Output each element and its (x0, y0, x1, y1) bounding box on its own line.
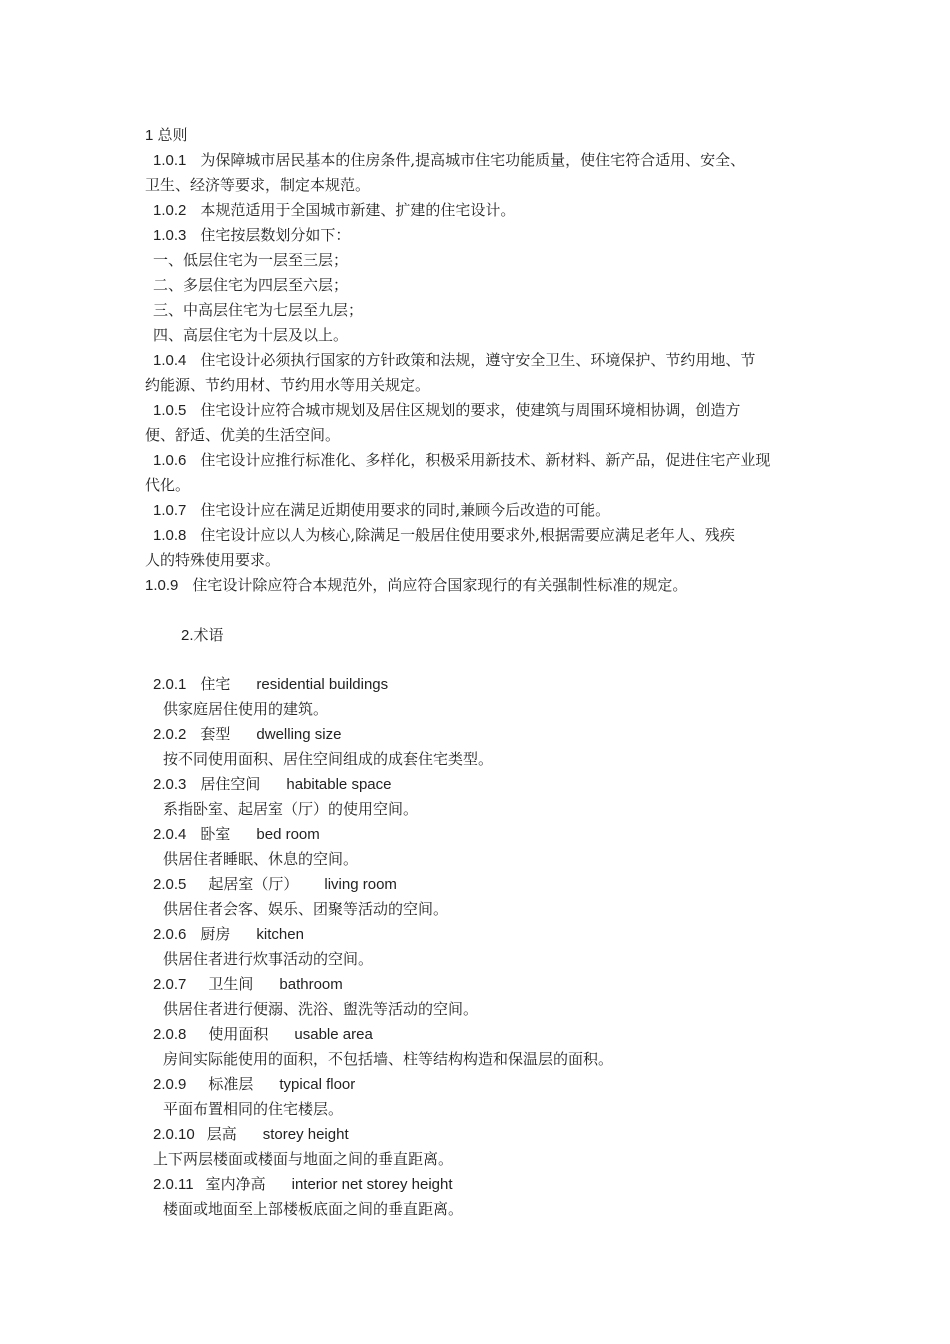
clause-1-0-2 (153, 198, 515, 223)
term-2-0-11-definition (163, 1197, 463, 1222)
clause-1-0-8-cont (145, 548, 280, 573)
term-english: storey height (262, 1126, 349, 1143)
clause-text: 住宅设计除应符合本规范外，尚应符合国家现行的有关强制性标准的规定。 (192, 576, 688, 594)
term-chinese: 起居室（厅） (208, 875, 299, 893)
term-2-0-5-definition (163, 897, 448, 922)
clause-text: 便、舒适、优美的生活空间。 (145, 426, 341, 444)
clause-number: 1.0.7 (153, 502, 187, 519)
term-english: interior net storey height (291, 1176, 453, 1193)
clause-text: 卫生、经济等要求，制定本规范。 (145, 176, 371, 194)
term-definition: 供居住者进行炊事活动的空间。 (163, 950, 374, 968)
chapter2-title-text: 2.术语 (181, 627, 224, 644)
term-2-0-9-definition (163, 1097, 343, 1122)
term-number: 2.0.9 (153, 1076, 187, 1093)
chapter1-title-text: 1 总则 (145, 127, 188, 144)
term-2-0-4-definition (163, 847, 358, 872)
clause-text: 住宅设计必须执行国家的方针政策和法规，遵守安全卫生、环境保护、节约用地、节 (200, 351, 756, 369)
clause-1-0-7 (153, 498, 610, 523)
clause-text: 代化。 (145, 476, 191, 494)
term-number: 2.0.2 (153, 726, 187, 743)
clause-1-0-4-cont (145, 373, 430, 398)
term-definition: 供居住者睡眠、休息的空间。 (163, 850, 359, 868)
list-item-text: 四、高层住宅为十层及以上。 (153, 326, 349, 344)
list-item-multi (153, 273, 348, 298)
term-2-0-7-definition (163, 997, 478, 1022)
term-chinese: 卫生间 (208, 975, 254, 993)
term-english: living room (324, 876, 397, 893)
clause-text: 住宅设计应符合城市规划及居住区规划的要求，使建筑与周围环境相协调，创造方 (200, 401, 741, 419)
term-number: 2.0.10 (153, 1126, 195, 1143)
term-2-0-6 (153, 922, 304, 947)
term-chinese: 居住空间 (200, 775, 261, 793)
clause-text: 住宅设计应以人为核心,除满足一般居住使用要求外,根据需要应满足老年人、残疾 (200, 526, 735, 544)
chapter2-title (181, 623, 224, 648)
term-chinese: 套型 (200, 725, 231, 743)
list-item-text: 一、低层住宅为一层至三层； (153, 251, 349, 269)
list-item-mid-high (153, 298, 363, 323)
chapter1-title (145, 123, 188, 148)
clause-text: 住宅按层数划分如下： (200, 226, 351, 244)
clause-1-0-4 (153, 348, 755, 373)
clause-number: 1.0.9 (145, 577, 179, 594)
term-definition: 供居住者会客、娱乐、团聚等活动的空间。 (163, 900, 449, 918)
clause-1-0-1-cont (145, 173, 370, 198)
term-2-0-10 (153, 1122, 349, 1147)
term-number: 2.0.7 (153, 976, 187, 993)
term-2-0-9 (153, 1072, 355, 1097)
term-english: usable area (294, 1026, 373, 1043)
term-2-0-3 (153, 772, 391, 797)
term-definition: 供居住者进行便溺、洗浴、盥洗等活动的空间。 (163, 1000, 479, 1018)
term-2-0-3-definition (163, 797, 418, 822)
clause-number: 1.0.5 (153, 402, 187, 419)
term-definition: 楼面或地面至上部楼板底面之间的垂直距离。 (163, 1200, 464, 1218)
term-number: 2.0.11 (153, 1176, 194, 1193)
term-number: 2.0.1 (153, 676, 187, 693)
term-2-0-2-definition (163, 747, 493, 772)
clause-1-0-5 (153, 398, 740, 423)
term-number: 2.0.3 (153, 776, 187, 793)
clause-text: 住宅设计应在满足近期使用要求的同时,兼顾今后改造的可能。 (200, 501, 611, 519)
term-definition: 平面布置相同的住宅楼层。 (163, 1100, 344, 1118)
clause-1-0-6 (153, 448, 770, 473)
term-2-0-6-definition (163, 947, 373, 972)
list-item-text: 二、多层住宅为四层至六层； (153, 276, 349, 294)
term-2-0-8-definition (163, 1047, 613, 1072)
term-chinese: 室内净高 (205, 1175, 266, 1193)
term-english: dwelling size (256, 726, 342, 743)
term-2-0-8 (153, 1022, 373, 1047)
term-number: 2.0.8 (153, 1026, 187, 1043)
clause-1-0-8 (153, 523, 735, 548)
term-english: typical floor (279, 1076, 356, 1093)
term-english: bathroom (279, 976, 343, 993)
term-chinese: 住宅 (200, 675, 231, 693)
term-definition: 系指卧室、起居室（厅）的使用空间。 (163, 800, 419, 818)
term-2-0-4 (153, 822, 320, 847)
term-2-0-7 (153, 972, 343, 997)
clause-1-0-9 (145, 573, 687, 598)
clause-text: 为保障城市居民基本的住房条件,提高城市住宅功能质量，使住宅符合适用、安全、 (200, 151, 746, 169)
term-2-0-11 (153, 1172, 453, 1197)
term-definition: 房间实际能使用的面积，不包括墙、柱等结构构造和保温层的面积。 (163, 1050, 614, 1068)
term-english: bed room (256, 826, 320, 843)
term-2-0-10-definition (153, 1147, 453, 1172)
list-item-text: 三、中高层住宅为七层至九层； (153, 301, 364, 319)
term-chinese: 厨房 (200, 925, 231, 943)
clause-text: 住宅设计应推行标准化、多样化，积极采用新技术、新材料、新产品，促进住宅产业现 (200, 451, 771, 469)
term-chinese: 层高 (206, 1125, 237, 1143)
clause-number: 1.0.6 (153, 452, 187, 469)
clause-number: 1.0.4 (153, 352, 187, 369)
clause-number: 1.0.2 (153, 202, 187, 219)
term-number: 2.0.5 (153, 876, 187, 893)
clause-1-0-3 (153, 223, 350, 248)
term-definition: 供家庭居住使用的建筑。 (163, 700, 329, 718)
term-english: kitchen (256, 926, 304, 943)
term-number: 2.0.6 (153, 926, 187, 943)
clause-text: 本规范适用于全国城市新建、扩建的住宅设计。 (200, 201, 516, 219)
term-english: residential buildings (256, 676, 389, 693)
term-definition: 上下两层楼面或楼面与地面之间的垂直距离。 (153, 1150, 454, 1168)
term-chinese: 使用面积 (208, 1025, 269, 1043)
clause-1-0-1 (153, 148, 745, 173)
clause-number: 1.0.8 (153, 527, 187, 544)
clause-1-0-5-cont (145, 423, 340, 448)
term-2-0-5 (153, 872, 397, 897)
clause-1-0-6-cont (145, 473, 190, 498)
clause-number: 1.0.1 (153, 152, 187, 169)
term-number: 2.0.4 (153, 826, 187, 843)
term-2-0-2 (153, 722, 341, 747)
term-chinese: 标准层 (208, 1075, 254, 1093)
clause-text: 人的特殊使用要求。 (145, 551, 281, 569)
term-chinese: 卧室 (200, 825, 231, 843)
term-2-0-1-definition (163, 697, 328, 722)
list-item-low (153, 248, 348, 273)
list-item-high (153, 323, 348, 348)
clause-number: 1.0.3 (153, 227, 187, 244)
term-definition: 按不同使用面积、居住空间组成的成套住宅类型。 (163, 750, 494, 768)
term-2-0-1 (153, 672, 388, 697)
term-english: habitable space (286, 776, 392, 793)
clause-text: 约能源、节约用材、节约用水等用关规定。 (145, 376, 431, 394)
